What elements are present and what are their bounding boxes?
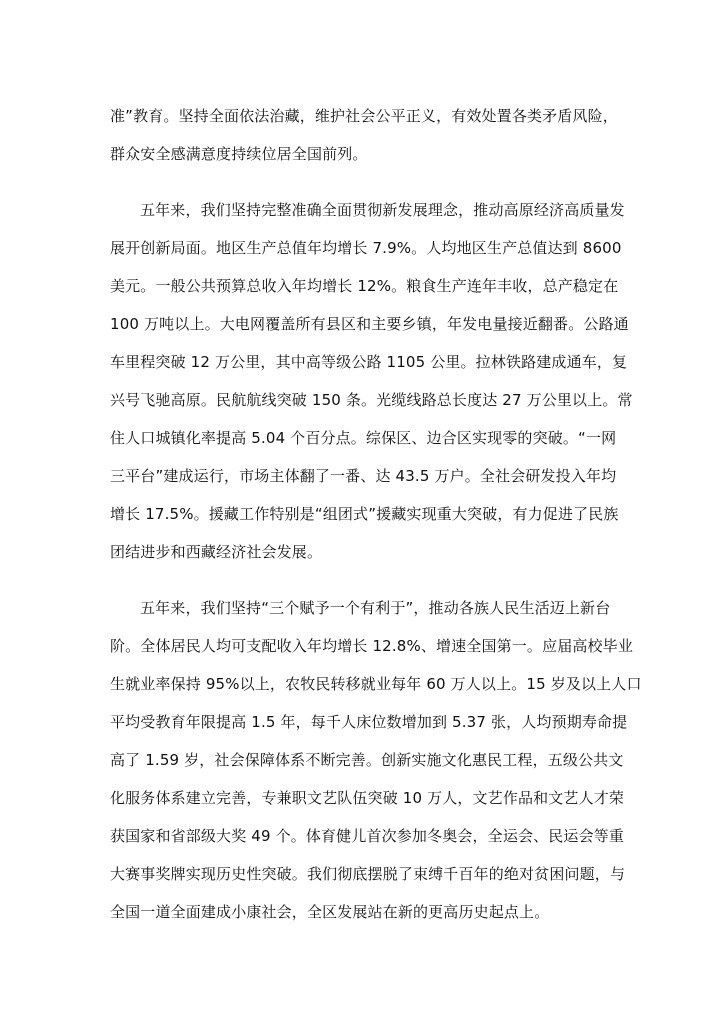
paragraph-2-line-6: 兴号飞驰高原。民航航线突破 150 条。光缆线路总长度达 27 万公里以上。常 bbox=[110, 391, 633, 409]
paragraph-2-line-4: 100 万吨以上。大电网覆盖所有县区和主要乡镇，年发电量接近翻番。公路通 bbox=[110, 315, 629, 333]
paragraph-1-line-2: 群众安全感满意度持续位居全国前列。 bbox=[110, 145, 368, 163]
paragraph-3-line-7: 获国家和省部级大奖 49 个。体育健儿首次参加冬奥会，全运会、民运会等重 bbox=[110, 827, 625, 845]
paragraph-3-line-5: 高了 1.59 岁，社会保障体系不断完善。创新实施文化惠民工程，五级公共文 bbox=[110, 751, 624, 769]
paragraph-3-line-4: 平均受教育年限提高 1.5 年，每千人床位数增加到 5.37 张，人均预期寿命提 bbox=[110, 713, 628, 731]
paragraph-2-line-8: 三平台”建成运行，市场主体翻了一番、达 43.5 万户。全社会研发投入年均 bbox=[110, 467, 617, 485]
paragraph-2-line-3: 美元。一般公共预算总收入年均增长 12%。粮食生产连年丰收，总产稳定在 bbox=[110, 277, 619, 295]
paragraph-3-line-2: 阶。全体居民人均可支配收入年均增长 12.8%、增速全国第一。应届高校毕业 bbox=[110, 637, 633, 655]
paragraph-2-line-9: 增长 17.5%。援藏工作特别是“组团式”援藏实现重大突破，有力促进了民族 bbox=[110, 505, 619, 523]
paragraph-2-line-5: 车里程突破 12 万公里，其中高等级公路 1105 公里。拉林铁路建成通车，复 bbox=[110, 353, 628, 371]
paragraph-3-line-9: 全国一道全面建成小康社会，全区发展站在新的更高历史起点上。 bbox=[110, 903, 550, 921]
paragraph-3-line-8: 大赛事奖牌实现历史性突破。我们彻底摆脱了束缚千百年的绝对贫困问题，与 bbox=[110, 865, 626, 883]
paragraph-3-line-1: 五年来，我们坚持“三个赋予一个有利于”，推动各族人民生活迈上新台 bbox=[140, 599, 611, 617]
paragraph-2-line-10: 团结进步和西藏经济社会发展。 bbox=[110, 543, 323, 561]
paragraph-2-line-1: 五年来，我们坚持完整准确全面贯彻新发展理念，推动高原经济高质量发 bbox=[140, 201, 625, 219]
paragraph-3-line-6: 化服务体系建立完善，专兼职文艺队伍突破 10 万人，文艺作品和文艺人才荣 bbox=[110, 789, 625, 807]
paragraph-1-line-1: 准”教育。坚持全面依法治藏，维护社会公平正义，有效处置各类矛盾风险， bbox=[110, 107, 618, 125]
paragraph-3-line-3: 生就业率保持 95%以上，农牧民转移就业每年 60 万人以上。15 岁及以上人口 bbox=[110, 675, 642, 693]
paragraph-2-line-2: 展开创新局面。地区生产总值年均增长 7.9%。人均地区生产总值达到 8600 bbox=[110, 239, 622, 257]
paragraph-2-line-7: 住人口城镇化率提高 5.04 个百分点。综保区、边合区实现零的突破。“一网 bbox=[110, 429, 617, 447]
